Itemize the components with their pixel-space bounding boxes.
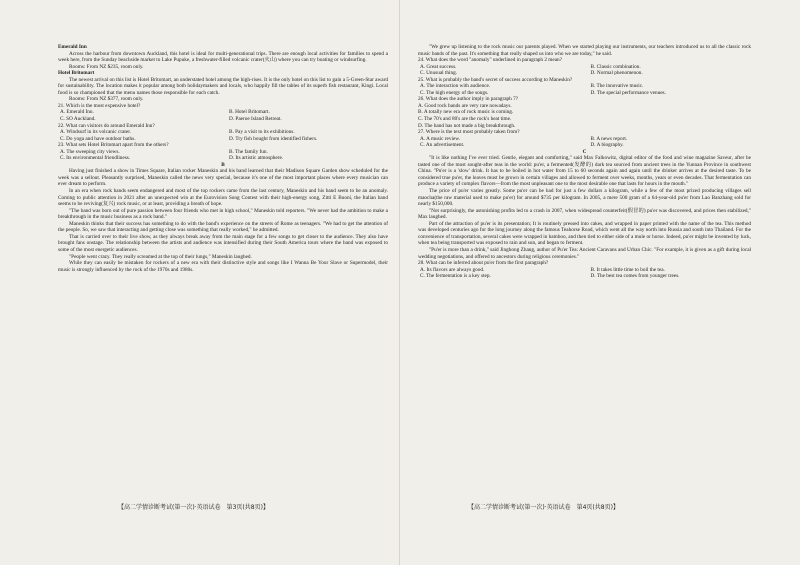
right-page xyxy=(418,44,751,280)
passage-b-paragraph: Maneskin thinks that their success has something to do with the band's experience on the streets of Rome as teenagers. "We had to get the attention of the people. So, we saw that interacting and getting close was something that really worked," he admitted. xyxy=(58,220,388,234)
option: C. Unusual thing. xyxy=(420,70,458,77)
passage-b-paragraph: Having just finished a show in Times Square, Italian rocker Maneskin and his band learned that their Madison Square Garden show scheduled for the week was a sellout. Pleasantly surprised, Maneskin called the news very special, because it's one of the most important places where every musician can ever dream to perform. xyxy=(58,168,388,188)
option: B. A news report. xyxy=(590,135,628,142)
passage-b-paragraph: "The band was born out of pure passion between four friends who met in high school," Maneskin told reporters. "We never had the ambition to make a breakthrough in the music business as a rock band." xyxy=(58,207,388,221)
option: B. The family fun. xyxy=(229,148,268,155)
option: B. Pay a visit to its exhibitions. xyxy=(229,129,295,136)
question-23-options xyxy=(58,149,388,162)
hotel-a-name: Emerald Inn xyxy=(58,44,87,50)
option: B. The innovative music. xyxy=(590,83,644,90)
question-26: 26. What does the author imply in paragraph 7? xyxy=(418,96,519,103)
question-24: 24. What does the word "anomaly" underlined in paragraph 2 mean? xyxy=(418,57,562,64)
option: B. Classic combination. xyxy=(590,63,641,70)
left-page xyxy=(58,44,388,273)
hotel-a-price: Rooms: From NZ $235, room only. xyxy=(69,63,144,70)
passage-b-paragraph: "People went crazy. They really screamed at the top of their lungs," Maneskin laughed. xyxy=(69,253,252,260)
option: D. Normal phenomenon. xyxy=(590,70,643,77)
option: D. Try fish bought from identified fishers. xyxy=(229,135,318,142)
question-22: 22. What can visitors do around Emerald Inn? xyxy=(58,122,155,129)
option: A. The sweeping city views. xyxy=(60,148,120,155)
passage-b-paragraph: That is carried over to their live show, as they always break away from the main stage for a few songs to get closer to the audience. They also have brought fans onstage. The relationship between the artists and audience was intensified during their South America tours where the band was exposed to some of the most energetic audiences. xyxy=(58,233,388,253)
option: B. It takes little time to boil the tea. xyxy=(590,266,665,273)
question-28: 28. What can be inferred about pu'er from the first paragraph? xyxy=(418,260,549,267)
passage-b-paragraph: In an era when rock bands seem endangered and most of the top rockers came from the last century, Maneskin and his band seem to be an anomaly. Coming to public attention in 2021 after an unexpected win at the Eurovision Song Contest with their high-energy song, Zitti E Buoni, the Italian band seems to be reviving(复兴) rock music, or at least, providing a breath of hope. xyxy=(58,188,388,208)
hotel-b-body: The newest arrival on this list is Hotel Britomart, an understated hotel among the high-rises. It is the only hotel on this list to gain a 5-Green-Star award for sustainability. The location makes it popular among both holidaymakers and locals, who happily fill the tables of its superb fish restaurant, Kingi. Local food is so championed that the menu names those responsible for each catch. xyxy=(58,76,388,96)
passage-b-paragraph: While they can easily be mistaken for rockers of a new era with their distinctive style and songs like I Wanna Be Your Slave or Supermodel, their music is strongly influenced by the rock of the 1970s and 1980s. xyxy=(58,260,388,273)
passage-b-closing: "We grew up listening to the rock music our parents played. When we started playing our instruments, our teachers introduced us to all the classic rock music bands of the past. It's something that really shaped us into who we are today," he said. xyxy=(418,44,751,57)
option: A. Its flavors are always good. xyxy=(420,266,485,273)
option: D. Paeroe Island Retreat. xyxy=(229,116,282,123)
hotel-a-body: Across the harbour from downtown Auckland, this hotel is ideal for multi-generational trips. There are enough local activities for families to spend a week here, from the Sunday beachside market to Lake Pupuke, a freshwater-filled volcanic crater(火山) where you can try boating or windsurfing. xyxy=(58,50,388,64)
option: C. The fermentation is a key step. xyxy=(420,273,491,280)
passage-c-paragraph: "Pu'er is more than a drink," said Jinghong Zhang, author of Pu'er Tea: Ancient Caravans and Urban Chic. "For example, it is given as a gift during local wedding negotiations, and offered to ancestors during religious ceremonies." xyxy=(418,246,751,260)
option: D. A biography. xyxy=(590,142,624,149)
section-c-heading: C xyxy=(582,148,587,155)
option: B. Hotel Britomart. xyxy=(229,109,270,116)
option: A. A music review. xyxy=(420,135,461,142)
passage-c-paragraph: "It is like nothing I've ever tried. Gentle, elegant and comforting," said Max Falkowitz, digital editor of the food and wine magazine Saveur, after he tasted one of the most sought-after teas in the world: pu'er, a fermented(发酵的) dark tea sourced from ancient trees in the Yunnan Province in southwest China. "Pu'er is a 'slow' drink. It has to be boiled in hot water from 15 to 60 seconds again and again until the drinker arrives at the desired taste. To be considered true pu'er, the leaves must be grown in certain villages and allowed to ferment over weeks, months, years or even decades. That fermentation can produce a variety of complex flavors—from the most unpleasant one to the most desirable one that lasts for hours in the mouth." xyxy=(418,155,751,188)
question-21-options xyxy=(58,109,388,122)
option: A. Good rock bands are very rare nowadays. xyxy=(418,102,512,109)
question-27: 27. Where is the text most probably taken from? xyxy=(418,129,520,136)
passage-c-paragraph: "Not surprisingly, the astonishing profits led to a crash in 2007, when widespread counterfeit(假冒的) pu'er was discovered, and prices then stabilized," Max laughed. xyxy=(418,207,751,221)
question-27-options xyxy=(418,136,751,149)
hotel-b-price: Rooms: From NZ $377, room only. xyxy=(69,96,144,103)
option: A. Windsurf in its volcanic crater. xyxy=(60,129,131,136)
question-25-options xyxy=(418,83,751,96)
question-24-options xyxy=(418,64,751,77)
question-23: 23. What sets Hotel Britomart apart from the others? xyxy=(58,142,169,149)
option: A. The interaction with audience. xyxy=(420,83,491,90)
option: D. The best tea comes from younger trees. xyxy=(590,273,680,280)
option: C. Do yoga and have outdoor baths. xyxy=(60,135,136,142)
page-fold-divider xyxy=(399,0,400,565)
left-page-footer: 【高二学情诊断考试(第一次)·英语试卷 第3页(共8页)】 xyxy=(118,504,269,511)
question-25: 25. What is probably the band's secret of success according to Maneskin? xyxy=(418,76,573,83)
option: A. Great success. xyxy=(420,63,457,70)
option: D. The special performance venues. xyxy=(590,89,666,96)
question-21: 21. Which is the most expensive hotel? xyxy=(58,102,141,109)
option: C. The 70's and 80's are the rock's heat time. xyxy=(418,116,512,123)
right-page-footer: 【高二学情诊断考试(第一次)·英语试卷 第4页(共8页)】 xyxy=(468,504,619,511)
option: C. Its environmental friendliness. xyxy=(60,155,131,162)
option: C. An advertisement. xyxy=(420,142,465,149)
option: B. A totally new era of rock music is coming. xyxy=(418,109,514,116)
option: D. Its artistic atmosphere. xyxy=(229,155,284,162)
section-b-heading: B xyxy=(221,161,225,168)
hotel-b-name: Hotel Britomart xyxy=(58,70,95,77)
option: D. The band has not made a big breakthrough. xyxy=(418,122,516,129)
option: A. Emerald Inn. xyxy=(60,109,94,116)
passage-c-paragraph: The price of pu'er varies greatly. Some pu'er can be had for just a few dollars a kilogram, while a few of the most prized producing villages sell maocha(the raw material used to make pu'er) for around $735 per kilogram. In 2005, a mere 500 gram of a 64-year-old pu'er from Lao Banzhang sold for nearly $150,000. xyxy=(418,188,751,208)
question-22-options xyxy=(58,129,388,142)
option: C. The high energy of the songs. xyxy=(420,89,489,96)
passage-c-paragraph: Part of the attraction of pu'er is its presentation; It is routinely pressed into cakes, and wrapped in paper printed with the name of the tea. This method was developed centuries ago for the long journey along the famous Teahorse Road, which went all the way north into Russia and south into Thailand. For the convenience of transportation, several cakes were wrapped in bamboo, and then tied to either side of a mule or horse. Indeed, pu'er might be invented by luck, when tea being transported was exposed to rain and sun, and began to ferment. xyxy=(418,220,751,247)
option: C. SO Auckland. xyxy=(60,116,96,123)
question-28-options xyxy=(418,267,751,280)
